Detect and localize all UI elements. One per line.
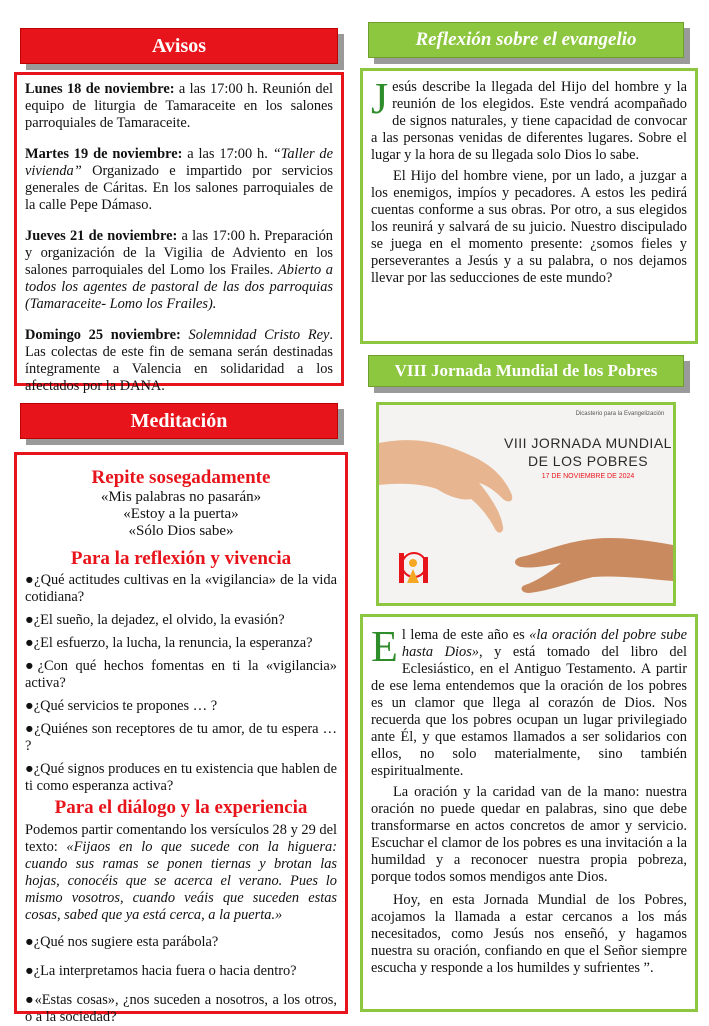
dialogo-text: Podemos partir comentando los versículos 28 y 29 del texto: «Fijaos en lo que sucede con la higuera: cuando sus ramas se ponen tiernas y brotan las hojas, conocéis que se acerca el verano. Pues lo mismo vosotros, cuando veáis que suceden estas cosas, sabed que ya está cerca, a la puerta.» bbox=[25, 822, 337, 923]
meditacion-box bbox=[14, 452, 348, 1025]
jornada-title: VIII Jornada Mundial de los Pobres bbox=[394, 361, 658, 380]
repite-heading: Repite sosegadamente bbox=[91, 467, 271, 488]
aviso-item: Martes 19 de noviembre: a las 17:00 h. “Taller de vivienda” Organizado e impartido por servicios generales de Cáritas. En los salones parroquiales de la calle Pepe Dámaso. bbox=[25, 146, 333, 213]
reflexion-bullet: ●¿Qué actitudes cultivas en la «vigilancia» de la vida cotidiana? bbox=[25, 572, 337, 605]
dialogo-bullet: ●«Estas cosas», ¿nos suceden a nosotros, a los otros, o a la sociedad? bbox=[25, 992, 337, 1025]
aviso-item: Lunes 18 de noviembre: a las 17:00 h. Reunión del equipo de liturgia de Tamaraceite en los salones parroquiales de Tamaraceite. bbox=[25, 81, 333, 131]
dropcap-e: E bbox=[371, 622, 398, 671]
meditacion-title: Meditación bbox=[130, 410, 228, 432]
poster-org: Dicasterio para la Evangelización bbox=[575, 411, 665, 417]
avisos-banner bbox=[20, 28, 338, 64]
reflexion-bullet: ●¿Qué servicios te propones … ? bbox=[25, 698, 218, 714]
reflexion-bullet: ●¿El sueño, la dejadez, el olvido, la evasión? bbox=[25, 612, 285, 628]
jornada-poster bbox=[376, 402, 676, 606]
reflexion-bullet: ●¿Con qué hechos fomentas en ti la «vigilancia» activa? bbox=[25, 658, 337, 691]
poster-title-2: DE LOS POBRES bbox=[527, 453, 649, 469]
poster-title-1: VIII JORNADA MUNDIAL bbox=[504, 435, 672, 451]
reflexion-title: Reflexión sobre el evangelio bbox=[415, 29, 637, 50]
jornada-banner bbox=[368, 355, 684, 387]
dropcap-j: J bbox=[371, 74, 389, 123]
reflexion-bullet: ●¿Quiénes son receptores de tu amor, de tu espera … ? bbox=[25, 721, 337, 754]
dialogo-bullet: ●¿Qué nos sugiere esta parábola? bbox=[25, 934, 219, 950]
jornada-paragraph: El lema de este año es «la oración del pobre sube hasta Dios», y está tomado del libro del Eclesiástico, en el Antiguo Testamento. A partir de ese lema entendemos que la oración de los pobres es un clamor que llega al corazón de Dios. Nos recuerda que los pobres ocupan un lugar privilegiado ante Él, y que estamos llamados a ser solidarios con ellos, no solo materialmente, sino también espiritualmente. bbox=[371, 622, 687, 779]
reflexion-heading: Para la reflexión y vivencia bbox=[70, 548, 292, 569]
dialogo-bullet: ●¿La interpretamos hacia fuera o hacia dentro? bbox=[25, 963, 297, 979]
repite-line: «Sólo Dios sabe» bbox=[128, 523, 234, 539]
reflexion-paragraph: Jesús describe la llegada del Hijo del hombre y la reunión de los elegidos. Este vendrá acompañado de signos naturales, y tiene capacidad de convocar a las personas venidas de diferentes lugares. Sobre el lugar y la hora de su llegada solo Dios lo sabe. bbox=[371, 74, 687, 163]
repite-line: «Mis palabras no pasarán» bbox=[100, 489, 262, 505]
reflexion-paragraph: El Hijo del hombre viene, por un lado, a juzgar a los enemigos, impíos y pecadores. A estos les pedirá cuentas conforme a sus obras. Por otro, a sus elegidos los reunirá y salvará de su juicio. Nuestro discipulado se juega en el momento presente: ¿somos fieles y perseverantes a Jesús y a su palabra, o nos dejamos llevar por las seducciones de este mundo? bbox=[371, 168, 687, 286]
aviso-item: Domingo 25 noviembre: Solemnidad Cristo Rey. Las colectas de este fin de semana serán destinadas íntegramente a Valencia en solidaridad a los afectados por la DANA. bbox=[25, 327, 333, 394]
poster-date: 17 DE NOVIEMBRE DE 2024 bbox=[541, 473, 635, 480]
avisos-box bbox=[14, 72, 344, 394]
aviso-item: Jueves 21 de noviembre: a las 17:00 h. Preparación y organización de la Vigilia de Adviento en los salones parroquiales del Lomo los Frailes. Abierto a todos los agentes de pastoral de las dos parroquias (Tamaraceite- Lomo los Frailes). bbox=[25, 228, 333, 312]
repite-line: «Estoy a la puerta» bbox=[123, 506, 239, 522]
jornada-paragraph: La oración y la caridad van de la mano: nuestra oración no puede quedar en palabras, sino que debe transformarse en actos concretos de amor y servicio. Escuchar el clamor de los pobres es una invitación a la humildad y a reconocer nuestra propia pobreza, porque todos somos mendigos ante Dios. bbox=[371, 784, 687, 885]
reflexion-bullet: ●¿El esfuerzo, la lucha, la renuncia, la esperanza? bbox=[25, 635, 313, 651]
dialogo-heading: Para el diálogo y la experiencia bbox=[54, 797, 308, 818]
reflexion-box bbox=[360, 68, 698, 344]
meditacion-banner bbox=[20, 403, 338, 439]
jornada-paragraph: Hoy, en esta Jornada Mundial de los Pobres, acojamos la llamada a estar cercanos a los más necesitados, como Jesús nos enseñó, y hagamos nuestra su oración, confiando en que el Señor siempre escucha y responde a los humildes y sufrientes ”. bbox=[371, 892, 687, 976]
reflexion-bullet: ●¿Qué signos produces en tu existencia que hablen de ti como esperanza activa? bbox=[25, 761, 337, 794]
avisos-title: Avisos bbox=[151, 35, 207, 57]
reflexion-banner bbox=[368, 22, 684, 58]
jornada-box bbox=[360, 614, 698, 1012]
